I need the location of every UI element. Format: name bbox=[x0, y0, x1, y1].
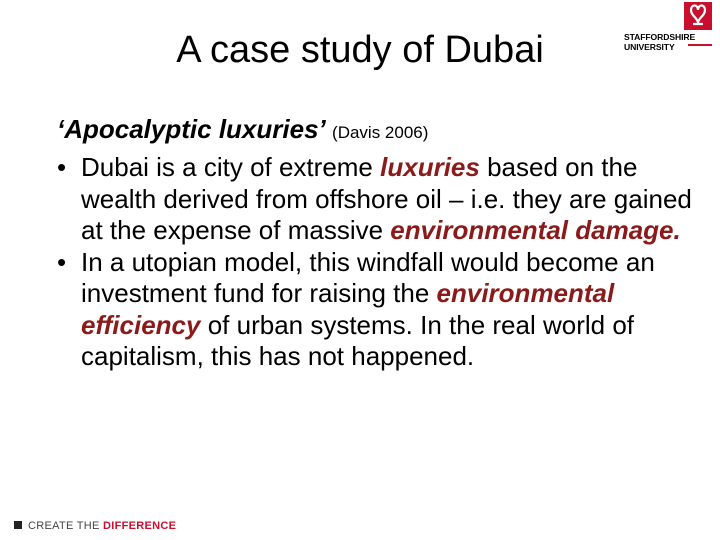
bullet-text: Dubai is a city of extreme bbox=[81, 152, 381, 182]
bullet-list bbox=[57, 152, 707, 373]
stafford-knot-icon bbox=[684, 2, 712, 30]
logo-text-line2: UNIVERSITY bbox=[624, 42, 675, 52]
bullet-text: In a utopian model, this windfall would become an investment fund for raising the bbox=[81, 246, 655, 308]
bullet-dot-icon: • bbox=[57, 246, 67, 277]
subheading-text: ‘Apocalyptic luxuries’ bbox=[57, 114, 325, 144]
staffordshire-university-logo bbox=[622, 2, 714, 56]
footer-tagline bbox=[14, 519, 176, 533]
square-icon bbox=[14, 521, 22, 529]
bullet-text: of urban systems. In the real world of capitalism, this has not happened. bbox=[81, 309, 635, 371]
logo-text-line1: STAFFORDSHIRE bbox=[624, 32, 696, 42]
bullet-dot-icon: • bbox=[57, 152, 67, 182]
emphasis-text: environmental damage bbox=[390, 215, 674, 245]
emphasis-text: environmental efficiency bbox=[81, 278, 615, 340]
citation: (Davis 2006) bbox=[332, 123, 429, 142]
emphasis-text: luxuries bbox=[380, 152, 480, 182]
bullet-text: based on the wealth derived from offshore oil – i.e. they are gained at the expense of massive bbox=[81, 152, 692, 245]
slide-title: A case study of Dubai bbox=[176, 29, 544, 71]
subheading bbox=[57, 112, 707, 150]
tagline-part1: CREATE THE bbox=[28, 520, 104, 532]
bullet-text: . bbox=[673, 215, 681, 245]
tagline-part2: DIFFERENCE bbox=[103, 520, 177, 532]
slide-content bbox=[57, 112, 707, 373]
bullet-item bbox=[57, 152, 707, 247]
bullet-item bbox=[57, 247, 707, 373]
